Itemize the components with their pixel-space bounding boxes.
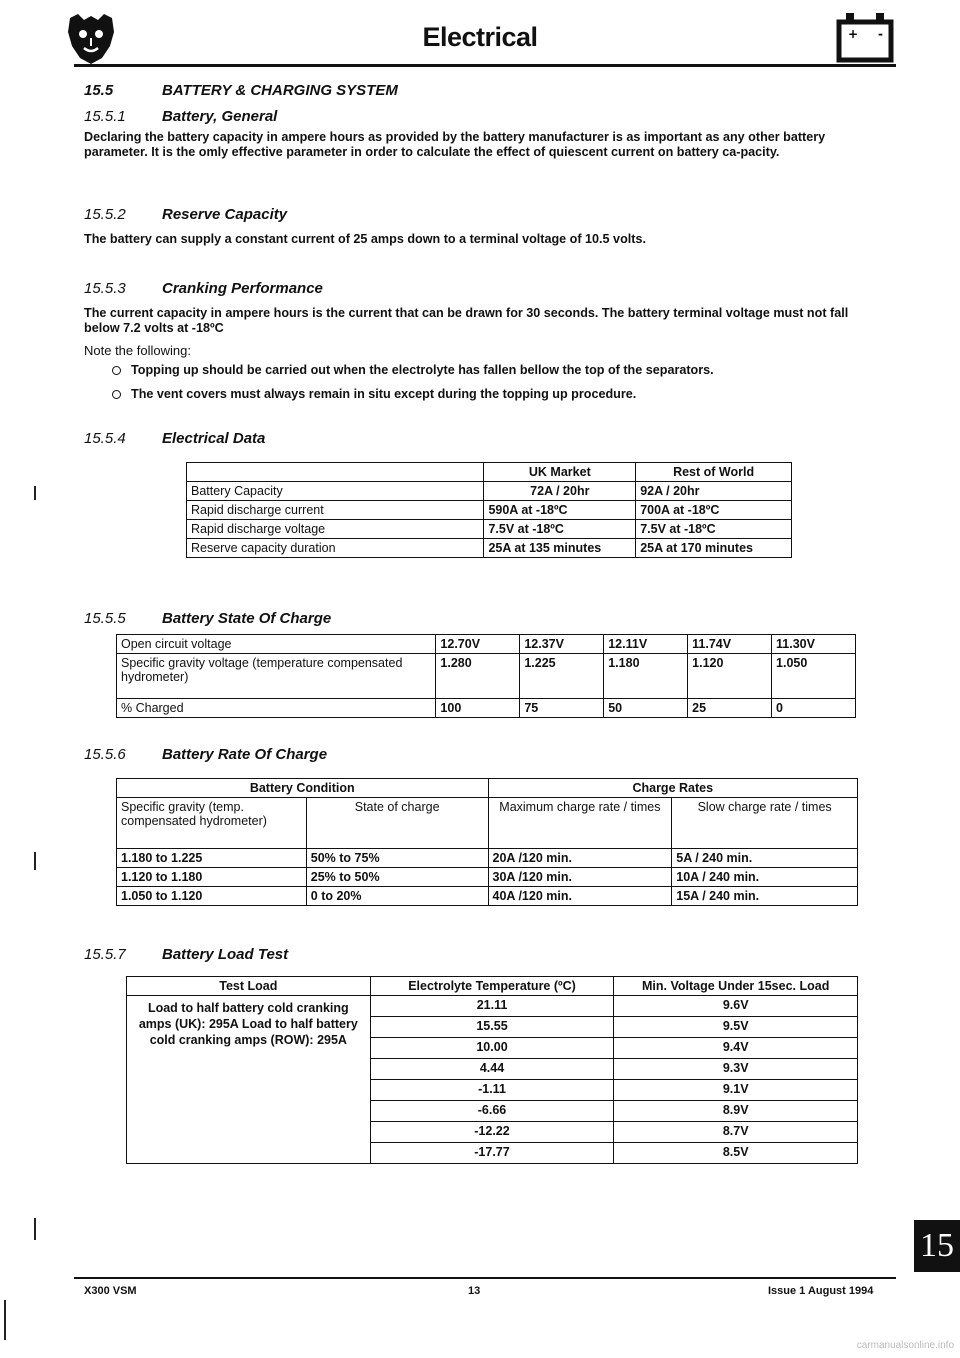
bullet-icon <box>112 366 121 375</box>
section-tab: 15 <box>914 1220 960 1272</box>
footer-doc-id: X300 VSM <box>84 1285 137 1297</box>
list-item: Topping up should be carried out when the electrolyte has fallen bellow the top of the separators. <box>112 363 714 377</box>
table-row <box>187 482 792 501</box>
table-cell: 25 <box>688 699 772 718</box>
footer-issue: Issue 1 August 1994 <box>768 1285 874 1297</box>
svg-text:+: + <box>848 27 859 41</box>
paragraph: The battery can supply a constant current of 25 amps down to a terminal voltage of 10.5 volts. <box>84 232 646 246</box>
table-header: UK Market <box>484 463 636 482</box>
table-header: Test Load <box>127 977 371 996</box>
table-cell: 92A / 20hr <box>636 482 792 501</box>
table-cell: Load to half battery cold cranking amps (UK): 295A Load to half battery cold cranking amps (ROW): 295A <box>127 996 371 1164</box>
table-cell: 1.225 <box>520 654 604 699</box>
table-cell: 25A at 170 minutes <box>636 539 792 558</box>
table-row <box>187 520 792 539</box>
note-label: Note the following: <box>84 343 191 358</box>
table-cell: 5A / 240 min. <box>672 849 858 868</box>
table-cell: 25% to 50% <box>306 868 488 887</box>
table-cell: 590A at -18ºC <box>484 501 636 520</box>
footer-rule <box>74 1277 896 1279</box>
table-row <box>117 887 858 906</box>
table-cell: Battery Capacity <box>187 482 484 501</box>
table-cell: 700A at -18ºC <box>636 501 792 520</box>
table-cell: 50 <box>604 699 688 718</box>
table-cell: 1.280 <box>436 654 520 699</box>
table-cell: 0 to 20% <box>306 887 488 906</box>
table-cell: 0 <box>772 699 856 718</box>
table-cell: 9.1V <box>614 1080 858 1101</box>
bullet-icon <box>112 390 121 399</box>
table-cell: 15.55 <box>370 1017 614 1038</box>
table-cell: 1.180 to 1.225 <box>117 849 307 868</box>
table-header: State of charge <box>306 798 488 849</box>
paragraph: Declaring the battery capacity in ampere hours as provided by the battery manufacturer is as important as any other battery parameter. It is the omly effective parameter in order to calculate the effect of quiescent current on battery ca-pacity. <box>84 130 826 159</box>
section-heading: 15.5.2 Reserve Capacity <box>84 206 288 223</box>
table-cell: -6.66 <box>370 1101 614 1122</box>
table-cell: Open circuit voltage <box>117 635 436 654</box>
table-cell: 7.5V at -18ºC <box>636 520 792 539</box>
table-cell: Reserve capacity duration <box>187 539 484 558</box>
table-header-row <box>117 798 858 849</box>
table-header: Rest of World <box>636 463 792 482</box>
table-cell: 1.050 <box>772 654 856 699</box>
table-header <box>187 463 484 482</box>
table-cell: 9.3V <box>614 1059 858 1080</box>
table-row <box>117 635 856 654</box>
table-cell: -17.77 <box>370 1143 614 1164</box>
table-cell: 4.44 <box>370 1059 614 1080</box>
table-cell: 12.37V <box>520 635 604 654</box>
table-cell: 21.11 <box>370 996 614 1017</box>
table-cell: 15A / 240 min. <box>672 887 858 906</box>
section-heading: 15.5.7 Battery Load Test <box>84 946 289 963</box>
table-header-row <box>187 463 792 482</box>
table-header: Battery Condition <box>117 779 489 798</box>
table-cell: 8.7V <box>614 1122 858 1143</box>
table-cell: 10A / 240 min. <box>672 868 858 887</box>
margin-mark <box>34 1218 36 1240</box>
table-cell: Rapid discharge current <box>187 501 484 520</box>
table-header: Specific gravity (temp. compensated hydrometer) <box>117 798 307 849</box>
state-of-charge-table <box>116 634 856 718</box>
table-row <box>127 996 858 1017</box>
table-header: Slow charge rate / times <box>672 798 858 849</box>
table-cell: 100 <box>436 699 520 718</box>
table-cell: 1.180 <box>604 654 688 699</box>
table-cell: 50% to 75% <box>306 849 488 868</box>
battery-icon <box>834 10 896 64</box>
table-cell: 12.11V <box>604 635 688 654</box>
section-heading: 15.5.1 Battery, General <box>84 108 278 125</box>
table-cell: 7.5V at -18ºC <box>484 520 636 539</box>
table-header: Electrolyte Temperature (ºC) <box>370 977 614 996</box>
list-item: The vent covers must always remain in situ except during the topping up procedure. <box>112 387 636 401</box>
table-cell: 40A /120 min. <box>488 887 672 906</box>
margin-mark <box>34 486 36 500</box>
margin-mark <box>4 1300 6 1340</box>
header-rule <box>74 64 896 67</box>
table-row <box>117 699 856 718</box>
table-row <box>117 849 858 868</box>
table-header-row <box>127 977 858 996</box>
table-header: Maximum charge rate / times <box>488 798 672 849</box>
table-cell: 9.6V <box>614 996 858 1017</box>
table-cell: 75 <box>520 699 604 718</box>
table-header: Charge Rates <box>488 779 858 798</box>
table-row <box>187 501 792 520</box>
table-cell: % Charged <box>117 699 436 718</box>
load-test-table <box>126 976 858 1164</box>
table-row <box>117 654 856 699</box>
table-header: Min. Voltage Under 15sec. Load <box>614 977 858 996</box>
table-cell: 8.5V <box>614 1143 858 1164</box>
table-cell: 9.5V <box>614 1017 858 1038</box>
section-heading: 15.5.5 Battery State Of Charge <box>84 610 332 627</box>
page-title: Electrical <box>422 22 538 52</box>
table-row <box>117 868 858 887</box>
table-header-row <box>117 779 858 798</box>
margin-mark <box>34 852 36 870</box>
table-cell: Rapid discharge voltage <box>187 520 484 539</box>
paragraph: The current capacity in ampere hours is the current that can be drawn for 30 seconds. The battery terminal voltage must not fall below 7.2 volts at -18ºC <box>84 306 849 335</box>
table-cell: 20A /120 min. <box>488 849 672 868</box>
table-row <box>187 539 792 558</box>
watermark: carmanualsonline.info <box>856 1340 954 1351</box>
table-cell: 11.30V <box>772 635 856 654</box>
table-cell: 8.9V <box>614 1101 858 1122</box>
section-heading: 15.5 BATTERY & CHARGING SYSTEM <box>84 82 398 99</box>
svg-text:-: - <box>878 27 883 41</box>
table-cell: 25A at 135 minutes <box>484 539 636 558</box>
table-cell: Specific gravity voltage (temperature compensated hydrometer) <box>117 654 436 699</box>
table-cell: 72A / 20hr <box>484 482 636 501</box>
table-cell: 1.120 <box>688 654 772 699</box>
table-cell: -12.22 <box>370 1122 614 1143</box>
section-heading: 15.5.3 Cranking Performance <box>84 280 323 297</box>
table-cell: 30A /120 min. <box>488 868 672 887</box>
table-cell: 9.4V <box>614 1038 858 1059</box>
jaguar-logo-icon <box>62 10 120 68</box>
electrical-data-table <box>186 462 792 558</box>
table-cell: 11.74V <box>688 635 772 654</box>
section-heading: 15.5.4 Electrical Data <box>84 430 266 447</box>
page-number: 13 <box>468 1285 481 1297</box>
table-cell: 10.00 <box>370 1038 614 1059</box>
section-heading: 15.5.6 Battery Rate Of Charge <box>84 746 328 763</box>
table-cell: 1.120 to 1.180 <box>117 868 307 887</box>
table-cell: -1.11 <box>370 1080 614 1101</box>
table-cell: 1.050 to 1.120 <box>117 887 307 906</box>
table-cell: 12.70V <box>436 635 520 654</box>
rate-of-charge-table <box>116 778 858 906</box>
